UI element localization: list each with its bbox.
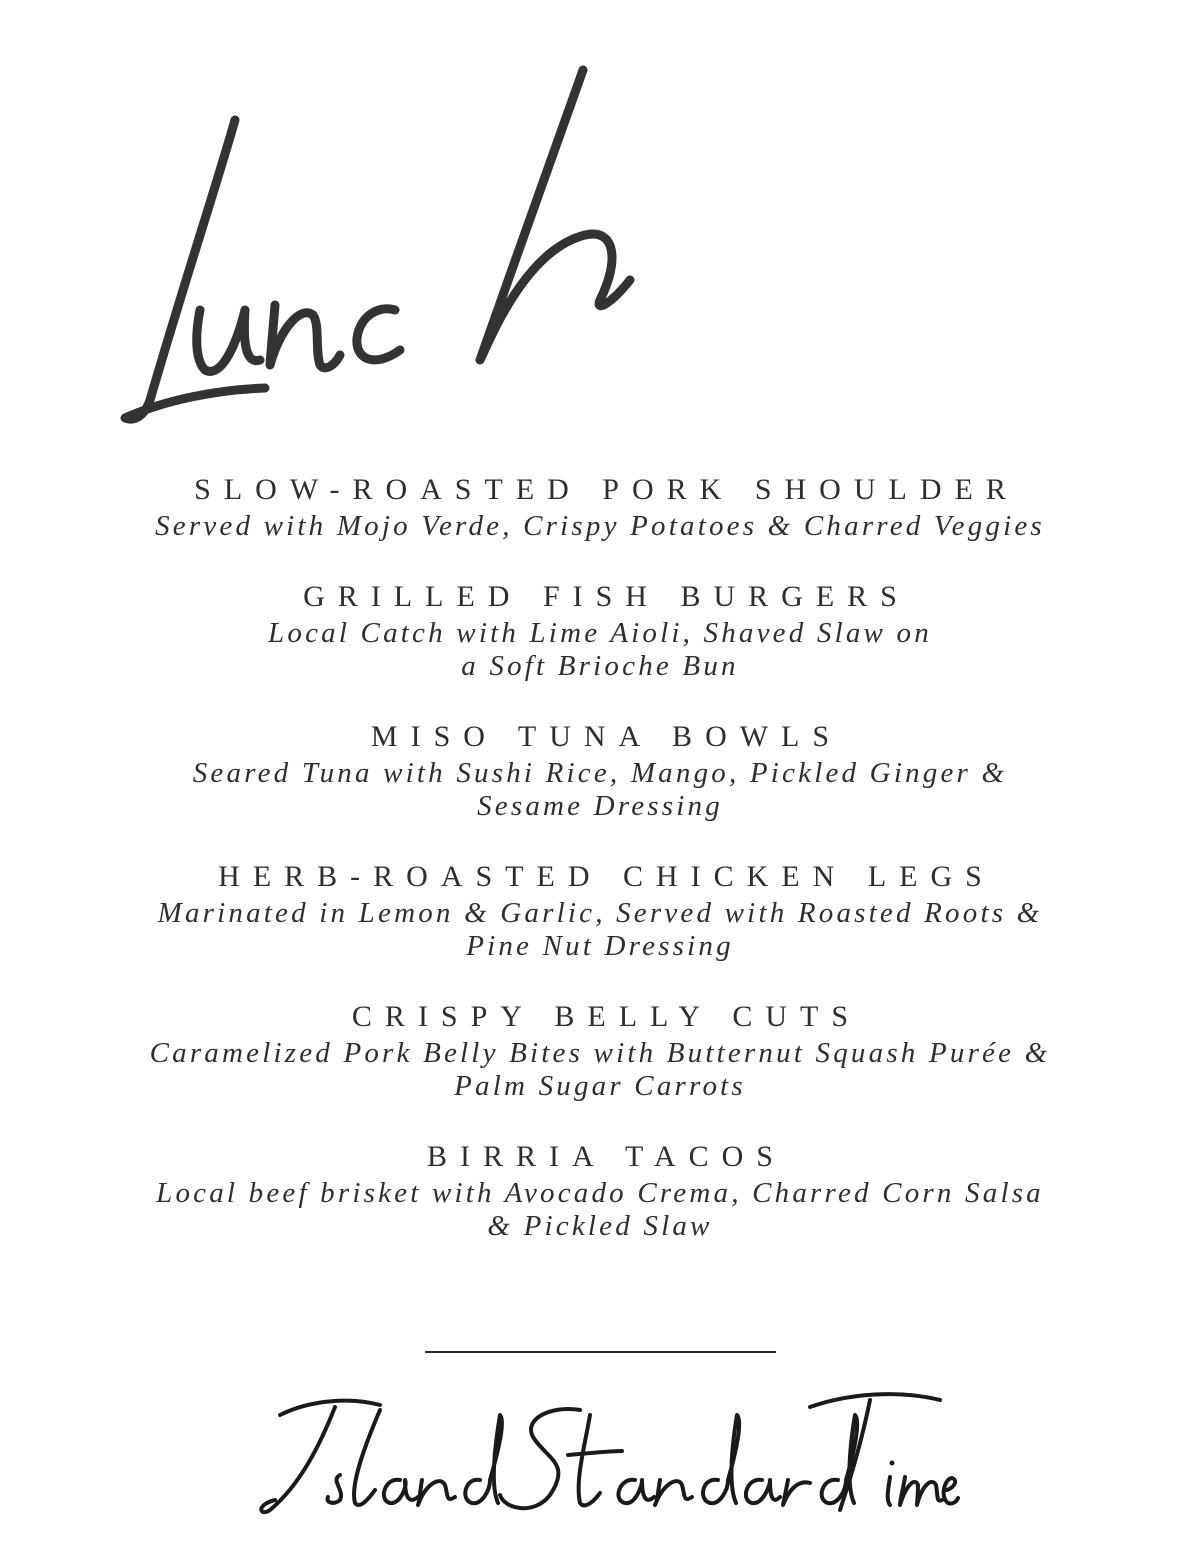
menu-item-description: Local Catch with Lime Aioli, Shaved Slaw on a Soft Brioche Bun [268, 617, 932, 682]
menu-item [0, 997, 1200, 1103]
menu-list [0, 470, 1200, 1277]
menu-item [0, 857, 1200, 963]
page-title [95, 60, 695, 440]
menu-item-name: CRISPY BELLY CUTS [351, 1000, 862, 1033]
signature [250, 1385, 960, 1535]
divider-line [425, 1351, 776, 1353]
menu-item-name: MISO TUNA BOWLS [370, 720, 843, 753]
menu-item-description: Served with Mojo Verde, Crispy Potatoes & Charred Veggies [155, 510, 1045, 542]
menu-item-name: SLOW-ROASTED PORK SHOULDER [194, 473, 1019, 506]
menu-item-description: Local beef brisket with Avocado Crema, Charred Corn Salsa & Pickled Slaw [156, 1177, 1044, 1242]
menu-item [0, 470, 1200, 543]
menu-item [0, 717, 1200, 823]
menu-item [0, 577, 1200, 683]
menu-item-name: HERB-ROASTED CHICKEN LEGS [218, 860, 995, 893]
menu-item-description: Marinated in Lemon & Garlic, Served with Roasted Roots & Pine Nut Dressing [157, 897, 1043, 962]
menu-item [0, 1137, 1200, 1243]
menu-item-name: BIRRIA TACOS [427, 1140, 786, 1173]
menu-item-name: GRILLED FISH BURGERS [303, 580, 910, 613]
menu-item-description: Caramelized Pork Belly Bites with Butternut Squash Purée & Palm Sugar Carrots [149, 1037, 1051, 1102]
menu-item-description: Seared Tuna with Sushi Rice, Mango, Pickled Ginger & Sesame Dressing [192, 757, 1008, 822]
